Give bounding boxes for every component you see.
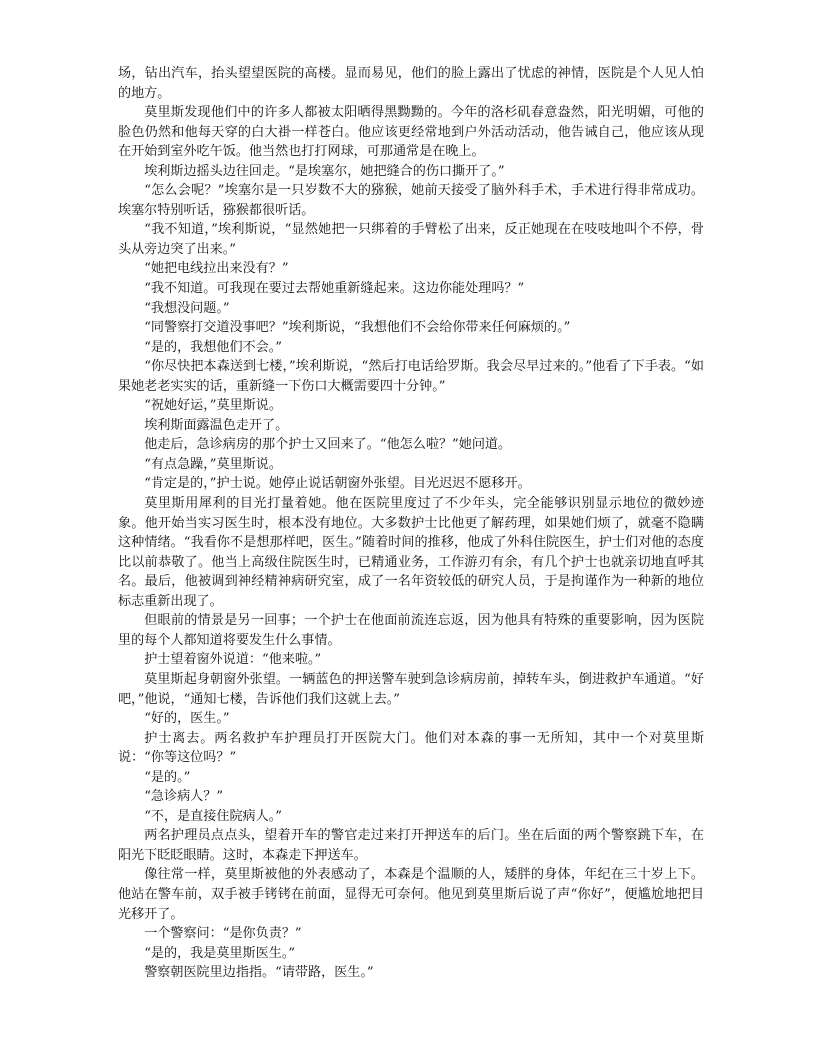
paragraph-12: “祝她好运，”莫里斯说。 xyxy=(144,398,282,414)
paragraph-6: “她把电线拉出来没有？” xyxy=(144,261,289,277)
paragraph-1: 场，钻出汽车，抬头望望医院的高楼。显而易见，他们的脸上露出了忧虑的神情，医院是个人见人怕的地方。 xyxy=(118,66,704,101)
paragraph-5: “我不知道，”埃利斯说，“显然她把一只绑着的手臂松了出来，反正她现在在吱吱地叫个不停，骨头从旁边突了出来。” xyxy=(118,222,704,257)
paragraph-14: 他走后，急诊病房的那个护士又回来了。“他怎么啦？”她问道。 xyxy=(144,437,512,453)
paragraph-7: “我不知道。可我现在要过去帮她重新缝起来。这边你能处理吗？” xyxy=(144,281,525,297)
paragraph-16: “肯定是的，”护士说。她停止说话朝窗外张望。目光迟迟不愿移开。 xyxy=(144,476,531,492)
paragraph-10: “是的，我想他们不会。” xyxy=(144,339,282,355)
paragraph-19: 护士望着窗外说道：“他来啦。” xyxy=(144,652,322,668)
paragraph-26: 两名护理员点点头，望着开车的警官走过来打开押送车的后门。坐在后面的两个警察跳下车，在阳光下眨眨眼睛。这时，本森走下押送车。 xyxy=(118,828,704,863)
paragraph-2: 莫里斯发现他们中的许多人都被太阳晒得黑黝黝的。今年的洛杉矶春意盎然，阳光明媚，可他的脸色仍然和他每天穿的白大褂一样苍白。他应该更经常地到户外活动活动，他告诫自己，他应该从现在开始到室外吃午饭。他当然也打打网球，可那通常是在晚上。 xyxy=(118,105,704,160)
paragraph-13: 埃利斯面露温色走开了。 xyxy=(144,417,289,433)
paragraph-25: “不，是直接住院病人。” xyxy=(144,808,282,824)
paragraph-28: 一个警察问：“是你负责？” xyxy=(144,926,302,942)
paragraph-4: “怎么会呢？”埃塞尔是一只岁数不大的猕猴，她前天接受了脑外科手术，手术进行得非常成功。埃塞尔特别听话，猕猴都很听话。 xyxy=(118,183,704,218)
paragraph-15: “有点急躁，”莫里斯说。 xyxy=(144,456,282,472)
paragraph-23: “是的。” xyxy=(144,769,191,785)
paragraph-9: “同警察打交道没事吧？”埃利斯说，“我想他们不会给你带来任何麻烦的。” xyxy=(144,320,571,336)
paragraph-17: 莫里斯用犀利的目光打量着她。他在医院里度过了不少年头，完全能够识别显示地位的微妙迹象。他开始当实习医生时，根本没有地位。大多数护士比他更了解药理，如果她们烦了，就毫不隐瞒这种情绪。“我看你不是想那样吧，医生。”随着时间的推移，他成了外科住院医生，护士们对他的态度比以前恭敬了。他当上高级住院医生时，已精通业务，工作游刃有余，有几个护士也就亲切地直呼其名。最后，他被调到神经精神病研究室，成了一名年资较低的研究人员，于是拘谨作为一种新的地位标志重新出现了。 xyxy=(118,496,704,609)
document-page xyxy=(118,64,704,983)
paragraph-22: 护士离去。两名救护车护理员打开医院大门。他们对本森的事一无所知，其中一个对莫里斯说：“你等这位吗？” xyxy=(118,730,704,766)
paragraph-24: “急诊病人？” xyxy=(144,789,224,805)
paragraph-27: 像往常一样，莫里斯被他的外表感动了，本森是个温顺的人，矮胖的身体，年纪在三十岁上下。他站在警车前，双手被手铐铐在前面，显得无可奈何。他见到莫里斯后说了声“你好”，便尴尬地把目光移开了。 xyxy=(118,867,704,922)
paragraph-20: 莫里斯起身朝窗外张望。一辆蓝色的押送警车驶到急诊病房前，掉转车头，倒进救护车通道。“好吧，”他说，“通知七楼，告诉他们我们这就上去。” xyxy=(118,671,704,707)
paragraph-29: “是的，我是莫里斯医生。” xyxy=(144,945,296,961)
paragraph-21: “好的，医生。” xyxy=(144,711,230,727)
paragraph-11: “你尽快把本森送到七楼，”埃利斯说，“然后打电话给罗斯。我会尽早过来的。”他看了下手表。“如果她老老实实的话，重新缝一下伤口大概需要四十分钟。” xyxy=(118,359,704,394)
paragraph-18: 但眼前的情景是另一回事；一个护士在他面前流连忘返，因为他具有特殊的重要影响，因为医院里的每个人都知道将要发生什么事情。 xyxy=(118,613,704,648)
paragraph-30: 警察朝医院里边指指。“请带路，医生。” xyxy=(144,965,374,981)
paragraph-8: “我想没问题。” xyxy=(144,300,230,316)
paragraph-3: 埃利斯边摇头边往回走。“是埃塞尔，她把缝合的伤口撕开了。” xyxy=(144,163,505,179)
